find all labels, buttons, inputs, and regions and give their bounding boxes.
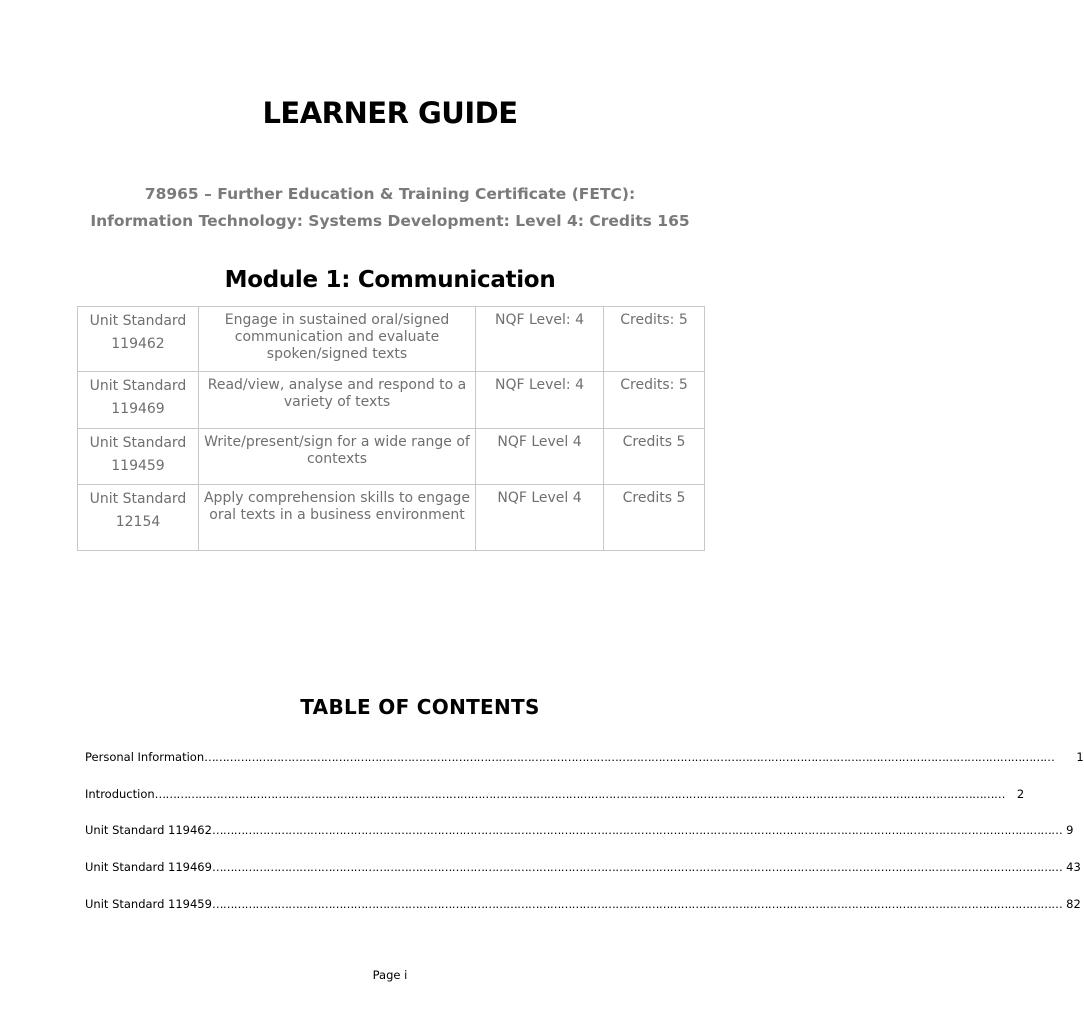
toc-entry[interactable] bbox=[85, 897, 1081, 913]
table-row bbox=[78, 372, 705, 429]
unit-standard-number: 119462 bbox=[111, 336, 165, 352]
unit-standard-number: 12154 bbox=[115, 514, 161, 530]
unit-standard-number: 119469 bbox=[111, 401, 165, 417]
unit-standard-cell bbox=[78, 372, 199, 429]
toc-leader-dots: ……………………………………………………………………………………………………………………………………………………………………………………………………………… bbox=[211, 897, 1063, 911]
qualification-line-2: Information Technology: Systems Development: Level 4: Credits 165 bbox=[90, 212, 690, 230]
nqf-level: NQF Level: 4 bbox=[476, 372, 604, 429]
unit-standard-cell bbox=[78, 429, 199, 485]
toc-entry-label: Unit Standard 119459 bbox=[85, 897, 212, 911]
unit-standard-label: Unit Standard bbox=[89, 313, 187, 329]
toc-entry[interactable] bbox=[85, 787, 1025, 803]
credits: Credits: 5 bbox=[604, 372, 705, 429]
unit-standard-cell bbox=[78, 307, 199, 372]
unit-standard-cell bbox=[78, 485, 199, 551]
unit-standard-label: Unit Standard bbox=[89, 435, 187, 451]
credits: Credits 5 bbox=[604, 429, 705, 485]
toc-entry-label: Personal Information bbox=[85, 750, 205, 764]
unit-description: Engage in sustained oral/signed communication and evaluate spoken/signed texts bbox=[199, 307, 476, 372]
toc-entry-page: 1 bbox=[1076, 750, 1084, 764]
page-number: Page i bbox=[372, 968, 408, 982]
document-title: LEARNER GUIDE bbox=[262, 96, 518, 130]
credits: Credits 5 bbox=[604, 485, 705, 551]
module-title: Module 1: Communication bbox=[224, 267, 556, 293]
toc-leader-dots: ……………………………………………………………………………………………………………………………………………………………………………………………………………… bbox=[211, 823, 1063, 837]
nqf-level: NQF Level: 4 bbox=[476, 307, 604, 372]
table-row bbox=[78, 485, 705, 551]
toc-entry-page: 2 bbox=[1016, 787, 1025, 801]
toc-entry-label: Unit Standard 119469 bbox=[85, 860, 212, 874]
toc-entry[interactable] bbox=[85, 750, 1084, 766]
unit-standard-label: Unit Standard bbox=[89, 491, 187, 507]
unit-description: Apply comprehension skills to engage oral texts in a business environment bbox=[199, 485, 476, 551]
toc-leader-dots: ……………………………………………………………………………………………………………………………………………………………………………………………………………… bbox=[154, 787, 1005, 801]
nqf-level: NQF Level 4 bbox=[476, 429, 604, 485]
unit-description: Write/present/sign for a wide range of contexts bbox=[199, 429, 476, 485]
unit-standard-label: Unit Standard bbox=[89, 378, 187, 394]
toc-leader-dots: ……………………………………………………………………………………………………………………………………………………………………………………………………………… bbox=[204, 750, 1055, 764]
toc-heading: TABLE OF CONTENTS bbox=[300, 695, 540, 719]
toc-entry-page: 82 bbox=[1066, 897, 1081, 911]
unit-description: Read/view, analyse and respond to a variety of texts bbox=[199, 372, 476, 429]
toc-entry-page: 9 bbox=[1066, 823, 1074, 837]
toc-entry-label: Unit Standard 119462 bbox=[85, 823, 212, 837]
table-row bbox=[78, 429, 705, 485]
toc-entry-label: Introduction bbox=[85, 787, 155, 801]
table-row bbox=[78, 307, 705, 372]
toc-entry[interactable] bbox=[85, 823, 1074, 839]
toc-leader-dots: ……………………………………………………………………………………………………………………………………………………………………………………………………………… bbox=[211, 860, 1063, 874]
qualification-line-1: 78965 – Further Education & Training Certificate (FETC): bbox=[144, 185, 636, 203]
unit-standard-number: 119459 bbox=[111, 458, 165, 474]
toc-entry-page: 43 bbox=[1066, 860, 1081, 874]
unit-standards-table bbox=[77, 306, 705, 551]
credits: Credits: 5 bbox=[604, 307, 705, 372]
toc-entry[interactable] bbox=[85, 860, 1081, 876]
nqf-level: NQF Level 4 bbox=[476, 485, 604, 551]
